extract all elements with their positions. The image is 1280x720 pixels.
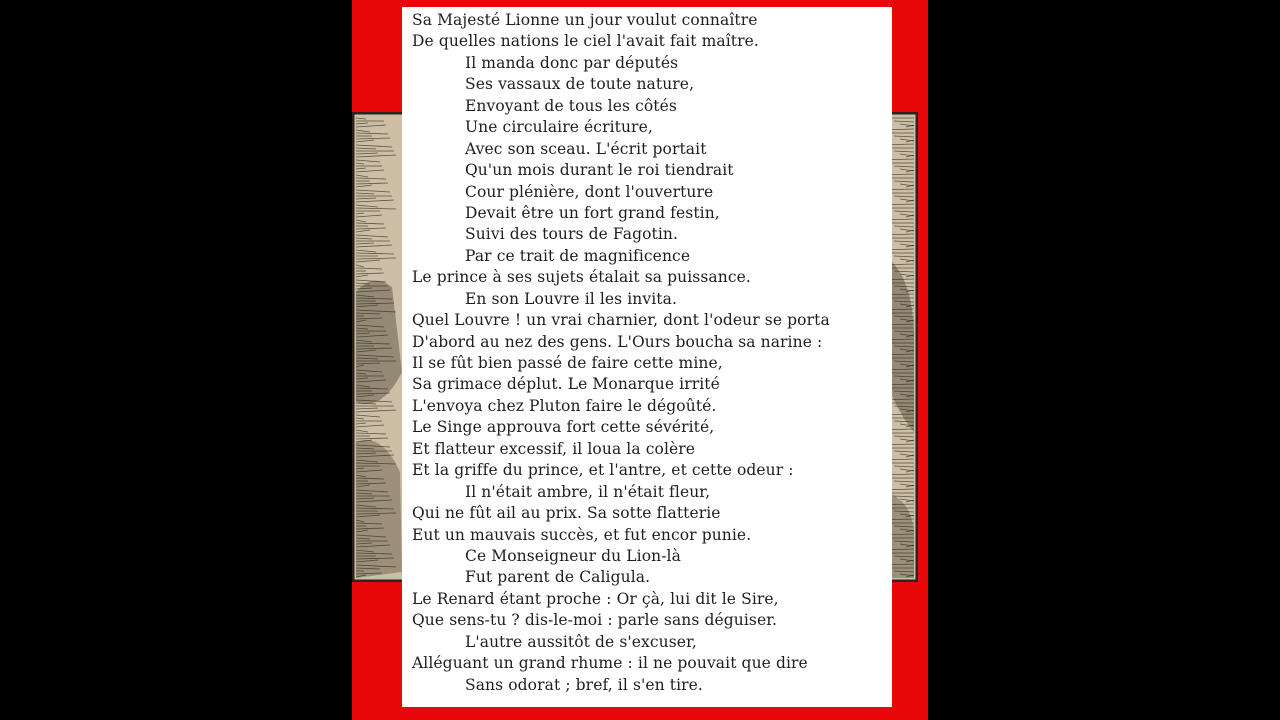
poem-line: Ce Monseigneur du Lion-là	[465, 546, 681, 565]
poem-line: Quel Louvre ! un vrai charnier, dont l'odeur se porta	[412, 311, 830, 330]
poem-line: Le Singe approuva fort cette sévérité,	[412, 418, 715, 437]
poem-line: Sans odorat ; bref, il s'en tire.	[465, 675, 703, 694]
poem-line: Il se fût bien passé de faire cette mine,	[412, 354, 723, 372]
poem-line: En son Louvre il les invita.	[465, 289, 677, 308]
poem-line: Fut parent de Caligula.	[465, 568, 651, 587]
poem-line: D'abord au nez des gens. L'Ours boucha sa narine :	[412, 332, 823, 351]
poem-line: Une circulaire écriture,	[465, 118, 653, 137]
poem-panel	[402, 7, 892, 707]
poem-line: L'autre aussitôt de s'excuser,	[465, 632, 697, 651]
poem-line: Sa grimace déplut. Le Monarque irrité	[412, 375, 720, 394]
poem-line: Qu'un mois durant le roi tiendrait	[465, 161, 734, 180]
poem-line: Le Renard étant proche : Or çà, lui dit le Sire,	[412, 589, 779, 608]
poem-line: Qui ne fût ail au prix. Sa sotte flatterie	[412, 504, 721, 523]
poem-line: De quelles nations le ciel l'avait fait maître.	[412, 32, 759, 51]
poem-text	[402, 7, 892, 696]
poem-line: Devait être un fort grand festin,	[465, 203, 720, 222]
poem-line: Il manda donc par députés	[465, 53, 679, 72]
poem-line: Et la griffe du prince, et l'antre, et cette odeur :	[412, 461, 794, 480]
poem-line: L'envoya chez Pluton faire le dégoûté.	[412, 396, 717, 415]
poem-line: Le prince à ses sujets étalait sa puissance.	[412, 268, 751, 287]
poem-line: Et flatteur excessif, il loua la colère	[412, 439, 696, 458]
video-frame	[352, 0, 928, 720]
poem-line: Envoyant de tous les côtés	[465, 96, 677, 115]
poem-line: Ses vassaux de toute nature,	[465, 75, 695, 94]
poem-line: Sa Majesté Lionne un jour voulut connaître	[412, 11, 758, 29]
poem-line: Il n'était ambre, il n'était fleur,	[465, 482, 711, 501]
poem-line: Avec son sceau. L'écrit portait	[465, 139, 707, 158]
poem-line: Cour plénière, dont l'ouverture	[465, 182, 714, 201]
poem-line: Alléguant un grand rhume : il ne pouvait que dire	[412, 654, 808, 673]
poem-line: Par ce trait de magnificence	[465, 246, 691, 265]
poem-line: Que sens-tu ? dis-le-moi : parle sans déguiser.	[412, 611, 778, 630]
poem-line: Suivi des tours de Fagotin.	[465, 225, 679, 244]
poem-line: Eut un mauvais succès, et fut encor punie.	[412, 525, 752, 544]
